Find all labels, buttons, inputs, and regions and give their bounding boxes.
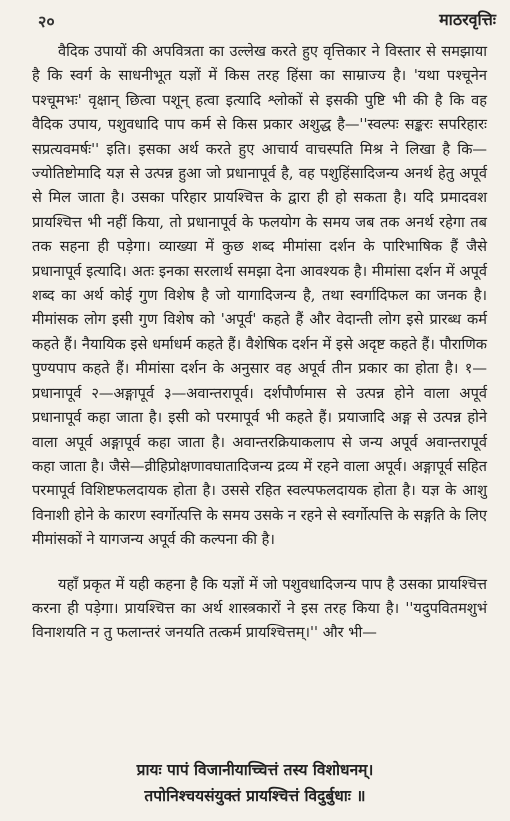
page-header: [0, 6, 510, 32]
verse-line-1: प्रायः पापं विजानीयाच्चित्तं तस्य विशोधनम्।: [136, 760, 374, 779]
paragraph-1: वैदिक उपायों की अपवित्रता का उल्लेख करते हुए वृत्तिकार ने विस्तार से समझाया है कि स्वर्ग के साधनीभूत यज्ञों में किस तरह हिंसा का साम्राज्य है। 'यथा पश्चूनेन पश्चूमभः' वृक्षान् छित्वा पशून् हत्वा इत्यादि श्लोकों से इसकी पुष्टि भी की है कि वह वैदिक उपाय, पशुवधादि पाप कर्म से किस प्रकार अशुद्ध है—''स्वल्पः सङ्करः सपरिहारः सप्रत्यवमर्षः'' इति। इसका अर्थ करते हुए आचार्य वाचस्पति मिश्र ने लिखा है कि—ज्योतिष्टोमादि यज्ञ से उत्पन्न हुआ जो प्रधानापूर्व है, वह पशुहिंसादिजन्य अनर्थ हेतु अपूर्व से मिल जाता है। उसका परिहार प्रायश्चित्त के द्वारा ही हो सकता है। यदि प्रमादवश प्रायश्चित्त भी नहीं किया, तो प्रधानापूर्व के फलयोग के समय जब तक अनर्थ रहेगा तब तक सहना ही पड़ेगा। व्याख्या में कुछ शब्द मीमांसा दर्शन के पारिभाषिक हैं जैसे प्रधानापूर्व इत्यादि। अतः इनका सरलार्थ समझा देना आवश्यक है। मीमांसा दर्शन में अपूर्व शब्द का अर्थ कोई गुण विशेष है जो यागादिजन्य है, तथा स्वर्गादिफल का जनक है। मीमांसक लोग इसी गुण विशेष को 'अपूर्व' कहते हैं और वेदान्ती लोग इसे प्रारब्ध कर्म कहते हैं। नैयायिक इसे धर्माधर्म कहते हैं। वैशेषिक दर्शन में इसे अदृष्ट कहते हैं। पौराणिक पुण्यपाप कहते हैं। मीमांसा दर्शन के अनुसार वह अपूर्व तीन प्रकार का होता है। १—प्रधानापूर्व २—अङ्गापूर्व ३—अवान्तरापूर्व। दर्शपौर्णमास से उत्पन्न होने वाला अपूर्व प्रधानापूर्व कहा जाता है। इसी को परमापूर्व भी कहते हैं। प्रयाजादि अङ्ग से उत्पन्न होने वाला अपूर्व अङ्गापूर्व कहा जाता है। अवान्तरक्रियाकलाप से जन्य अपूर्व अवान्तरापूर्व कहा जाता है। जैसे—व्रीहिप्रोक्षणावघातादिजन्य द्रव्य में रहने वाला अपूर्व। अङ्गापूर्व सहित परमापूर्व विशिष्टफलदायक होता है। उससे रहित स्वल्पफलदायक होता है। यज्ञ के आशु विनाशी होने के कारण स्वर्गोत्पत्ति के समय उसके न रहने से स्वर्गोत्पत्ति के सङ्गति के लिए मीमांसकों ने यागजन्य अपूर्व की कल्पना की है।: [32, 43, 487, 549]
verse-block: [0, 757, 510, 809]
body-text: [32, 40, 487, 646]
verse-line-2: तपोनिश्चयसंयुक्तं प्रायश्चित्तं विदुर्बुधाः ॥: [144, 786, 366, 805]
paragraph-2: यहाँ प्रकृत में यही कहना है कि यज्ञों में जो पशुवधादिजन्य पाप है उसका प्रायश्चित्त करना ही पड़ेगा। प्रायश्चित्त का अर्थ शास्त्रकारों ने इस तरह किया है। ''यदुपवितमशुभं विनाशयति न तु फलान्तरं जनयति तत्कर्म प्रायश्चित्तम्।'' और भी—: [32, 575, 487, 642]
page-number: २०: [38, 12, 55, 31]
running-head: माठरवृत्तिः: [439, 10, 496, 29]
